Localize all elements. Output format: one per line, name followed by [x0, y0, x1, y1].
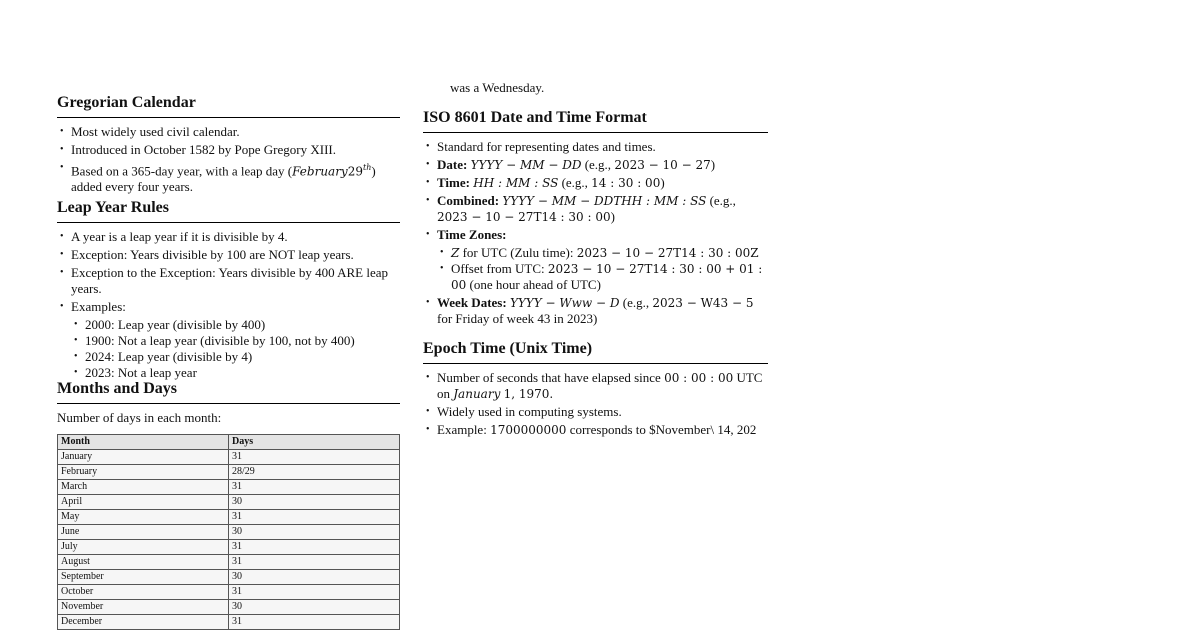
gregorian-heading: Gregorian Calendar [57, 93, 400, 118]
list-item: • Widely used in computing systems. [423, 404, 768, 420]
list-item: • Based on a 365-day year, with a leap day (February29th) added every four years. [57, 160, 400, 195]
list-item: • Introduced in October 1582 by Pope Gregory XIII. [57, 142, 400, 158]
month-cell: September [58, 570, 229, 585]
month-cell: January [58, 450, 229, 465]
days-cell: 31 [229, 450, 400, 465]
days-cell: 31 [229, 540, 400, 555]
days-cell: 31 [229, 615, 400, 630]
list-item: • 1900: Not a leap year (divisible by 100, not by 400) [71, 333, 400, 349]
table-row [58, 525, 400, 540]
list-item: • Most widely used civil calendar. [57, 124, 400, 140]
list-item: • Date: YYYY − MM − DD (e.g., 2023 − 10 − 27) [423, 157, 768, 173]
list-item: • 2024: Leap year (divisible by 4) [71, 349, 400, 365]
month-cell: July [58, 540, 229, 555]
iso-section [423, 108, 768, 335]
table-row [58, 570, 400, 585]
list-item: • Z for UTC (Zulu time): 2023 − 10 − 27T14 : 30 : 00Z [437, 245, 768, 261]
epoch-list [423, 370, 768, 438]
days-cell: 28/29 [229, 465, 400, 480]
column-header: Days [229, 435, 400, 450]
month-cell: February [58, 465, 229, 480]
leap-year-list [57, 229, 400, 381]
list-item: • A year is a leap year if it is divisible by 4. [57, 229, 400, 245]
epoch-heading: Epoch Time (Unix Time) [423, 339, 768, 364]
gregorian-list [57, 124, 400, 195]
month-cell: October [58, 585, 229, 600]
list-item: • Time: HH : MM : SS (e.g., 14 : 30 : 00) [423, 175, 768, 191]
days-cell: 30 [229, 495, 400, 510]
examples-list [71, 317, 400, 381]
table-row [58, 495, 400, 510]
list-item: • Number of seconds that have elapsed since 00 : 00 : 00 UTC on January 1, 1970. [423, 370, 768, 402]
leap-year-section [57, 198, 400, 389]
month-cell: December [58, 615, 229, 630]
days-cell: 30 [229, 525, 400, 540]
list-item: • 2023: Not a leap year [71, 365, 400, 381]
list-item: • Exception to the Exception: Years divisible by 400 ARE leap years. [57, 265, 400, 297]
column-header: Month [58, 435, 229, 450]
iso-list [423, 139, 768, 327]
months-table [57, 434, 400, 630]
continued-text: was a Wednesday. [450, 80, 545, 95]
month-cell: August [58, 555, 229, 570]
list-item: • Standard for representing dates and times. [423, 139, 768, 155]
list-item: • Time Zones: • Z for UTC (Zulu time): 2023 − 10 − 27T14 : 30 : 00Z • Offset from UTC: 2023 − 10 − 27T14 : 30 : 00 + 01 : 00 (one hour ahead of UTC) [423, 227, 768, 293]
table-header-row [58, 435, 400, 450]
days-cell: 30 [229, 600, 400, 615]
month-cell: May [58, 510, 229, 525]
leap-year-heading: Leap Year Rules [57, 198, 400, 223]
days-cell: 31 [229, 585, 400, 600]
list-item: • Combined: YYYY − MM − DDTHH : MM : SS (e.g., 2023 − 10 − 27T14 : 30 : 00) [423, 193, 768, 225]
table-row [58, 540, 400, 555]
epoch-section [423, 339, 768, 446]
time-zones-list [437, 245, 768, 293]
months-intro: Number of days in each month: [57, 410, 222, 425]
table-row [58, 585, 400, 600]
table-row [58, 600, 400, 615]
table-row [58, 450, 400, 465]
month-cell: November [58, 600, 229, 615]
table-row [58, 465, 400, 480]
table-row [58, 480, 400, 495]
list-item: • Week Dates: YYYY − Www − D (e.g., 2023 − W43 − 5 for Friday of week 43 in 2023) [423, 295, 768, 327]
days-cell: 31 [229, 480, 400, 495]
days-cell: 30 [229, 570, 400, 585]
list-item: • Exception: Years divisible by 100 are NOT leap years. [57, 247, 400, 263]
iso-heading: ISO 8601 Date and Time Format [423, 108, 768, 133]
gregorian-section [57, 93, 400, 203]
table-row [58, 615, 400, 630]
days-cell: 31 [229, 555, 400, 570]
months-heading: Months and Days [57, 379, 400, 404]
list-item: • 2000: Leap year (divisible by 400) [71, 317, 400, 333]
month-cell: March [58, 480, 229, 495]
table-row [58, 510, 400, 525]
list-item: • Example: 1700000000 corresponds to $November\ 14, 202 [423, 422, 768, 438]
table-row [58, 555, 400, 570]
list-item: • Examples: • 2000: Leap year (divisible by 400) • 1900: Not a leap year (divisible by 100, not by 400) • 2024: Leap year (divisible by 4) • 2023: Not a leap year [57, 299, 400, 381]
month-cell: June [58, 525, 229, 540]
month-cell: April [58, 495, 229, 510]
months-section [57, 379, 400, 630]
days-cell: 31 [229, 510, 400, 525]
list-item: • Offset from UTC: 2023 − 10 − 27T14 : 30 : 00 + 01 : 00 (one hour ahead of UTC) [437, 261, 768, 293]
